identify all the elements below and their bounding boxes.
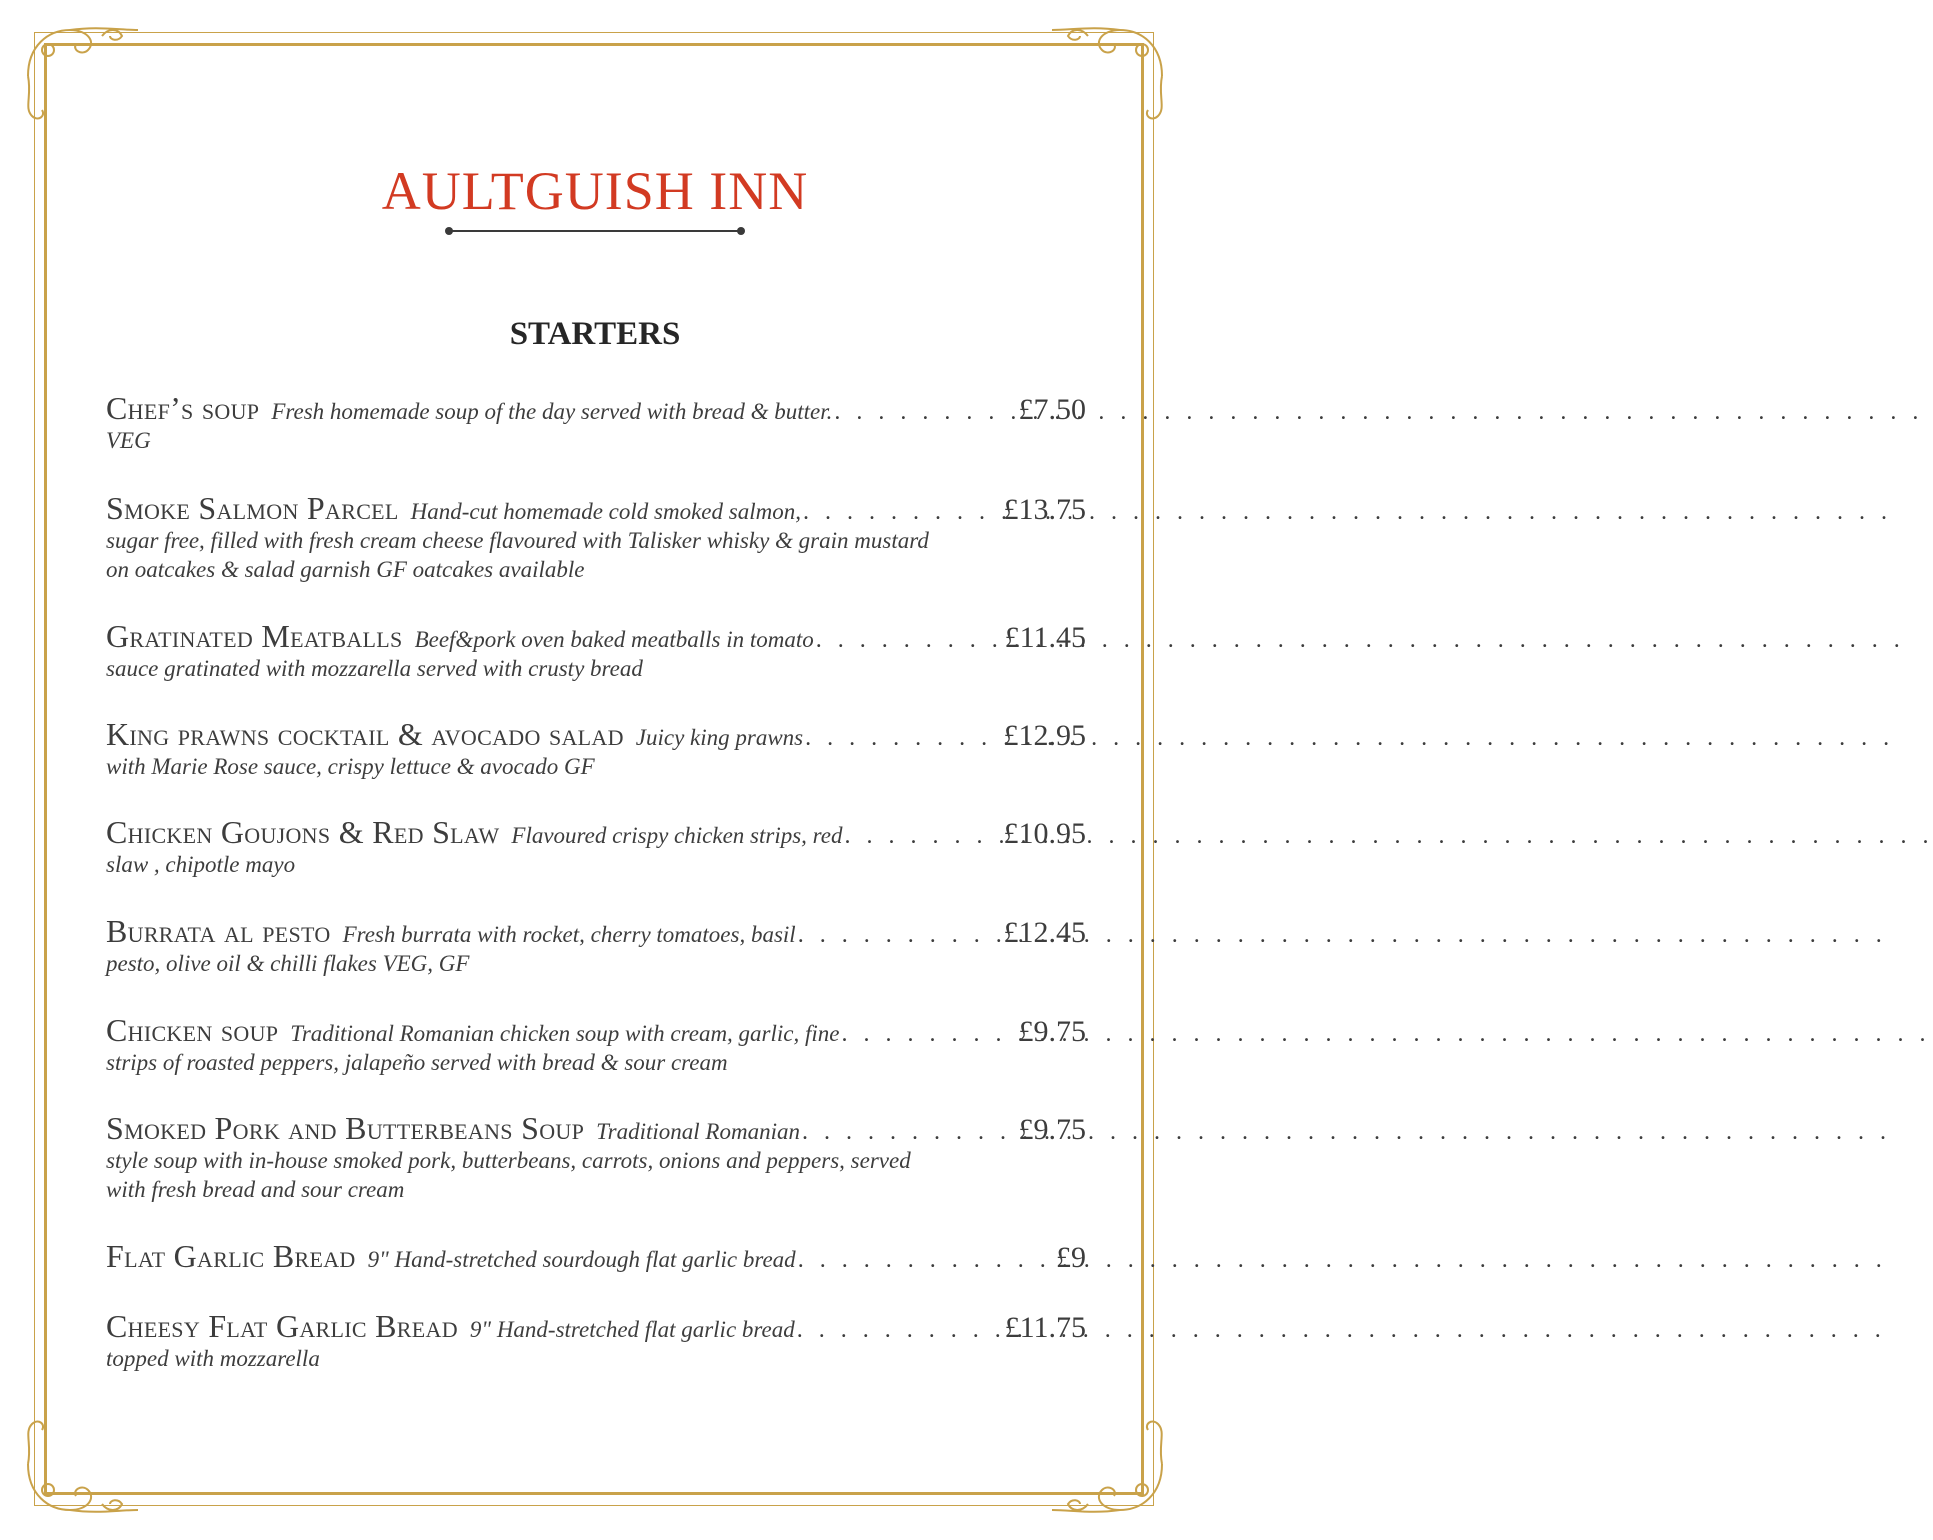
item-price: £11.75 — [1004, 1311, 1086, 1344]
leader-dots — [798, 922, 998, 949]
item-description-cont: with fresh bread and sour cream — [106, 1177, 405, 1202]
leader-dots — [834, 399, 1012, 426]
item-description: Juicy king prawns — [635, 725, 804, 750]
item-description-cont: sugar free, filled with fresh cream cheese flavoured with Talisker whisky & grain mustard — [106, 528, 929, 553]
leader-dots — [798, 1247, 1050, 1274]
menu-item — [106, 490, 1086, 584]
item-description-cont: VEG — [106, 428, 151, 453]
item-price: £9.75 — [1018, 1015, 1086, 1048]
item-description: Fresh homemade soup of the day served with bread & butter. — [271, 399, 833, 424]
menu-item — [106, 618, 1086, 683]
item-description: Fresh burrata with rocket, cherry tomatoes, basil — [342, 922, 796, 947]
item-price: £9 — [1056, 1241, 1086, 1274]
item-description: Traditional Romanian chicken soup with cream, garlic, fine — [290, 1021, 840, 1046]
menu-item — [106, 1238, 1086, 1274]
item-name: Smoked Pork and Butterbeans Soup — [106, 1110, 585, 1146]
leader-dots — [816, 627, 999, 654]
item-description-cont: with Marie Rose sauce, crispy lettuce & avocado GF — [106, 754, 595, 779]
item-description-cont: on oatcakes & salad garnish GF oatcakes available — [106, 557, 585, 582]
item-description: 9" Hand-stretched flat garlic bread — [469, 1317, 795, 1342]
item-price: £12.45 — [1003, 916, 1086, 949]
item-description-cont: strips of roasted peppers, jalapeño served with bread & sour cream — [106, 1050, 728, 1075]
section-heading: STARTERS — [509, 316, 681, 352]
item-description: Flavoured crispy chicken strips, red — [511, 823, 843, 848]
ornament-corner-top-right-icon — [1032, 16, 1172, 136]
leader-dots — [841, 1021, 1012, 1048]
item-price: £13.75 — [1003, 493, 1086, 526]
item-description-cont: pesto, olive oil & chilli flakes VEG, GF — [106, 951, 470, 976]
title-divider — [445, 226, 745, 236]
item-description-cont: style soup with in-house smoked pork, butterbeans, carrots, onions and peppers, served — [106, 1148, 911, 1173]
item-price: £7.50 — [1018, 393, 1086, 426]
item-price: £10.95 — [1003, 817, 1086, 850]
item-description-cont: topped with mozzarella — [106, 1346, 320, 1371]
item-name: Flat Garlic Bread — [106, 1238, 356, 1274]
item-price: £12.95 — [1003, 719, 1086, 752]
menu-item — [106, 1110, 1086, 1204]
item-price: £11.45 — [1004, 621, 1086, 654]
item-name: Smoke Salmon Parcel — [106, 490, 399, 526]
ornament-corner-bottom-left-icon — [18, 1404, 158, 1524]
menu-item — [106, 814, 1086, 879]
item-name: Gratinated Meatballs — [106, 618, 403, 654]
menu-item — [106, 1308, 1086, 1373]
leader-dots — [797, 1317, 999, 1344]
menu-item — [106, 716, 1086, 781]
item-name: King prawns cocktail & avocado salad — [106, 716, 624, 752]
item-description: Traditional Romanian — [596, 1119, 800, 1144]
restaurant-title: AULTGUISH INN — [381, 161, 809, 221]
item-price: £9.75 — [1018, 1113, 1086, 1146]
menu-item — [106, 913, 1086, 978]
item-name: Burrata al pesto — [106, 913, 331, 949]
item-description: 9" Hand-stretched sourdough flat garlic bread — [367, 1247, 796, 1272]
ornament-corner-bottom-right-icon — [1032, 1404, 1172, 1524]
ornament-corner-top-left-icon — [18, 16, 158, 136]
menu-item — [106, 390, 1086, 455]
menu-item — [106, 1012, 1086, 1077]
leader-dots — [803, 499, 998, 526]
item-description: Hand-cut homemade cold smoked salmon, — [410, 499, 801, 524]
item-name: Chicken Goujons & Red Slaw — [106, 814, 500, 850]
item-description: Beef&pork oven baked meatballs in tomato — [414, 627, 814, 652]
leader-dots — [805, 725, 997, 752]
item-description-cont: sauce gratinated with mozzarella served with crusty bread — [106, 656, 643, 681]
leader-dots — [802, 1119, 1013, 1146]
item-description-cont: slaw , chipotle mayo — [106, 852, 296, 877]
leader-dots — [844, 823, 997, 850]
item-name: Chicken soup — [106, 1012, 279, 1048]
item-name: Cheesy Flat Garlic Bread — [106, 1308, 458, 1344]
item-name: Chef’s soup — [106, 390, 260, 426]
